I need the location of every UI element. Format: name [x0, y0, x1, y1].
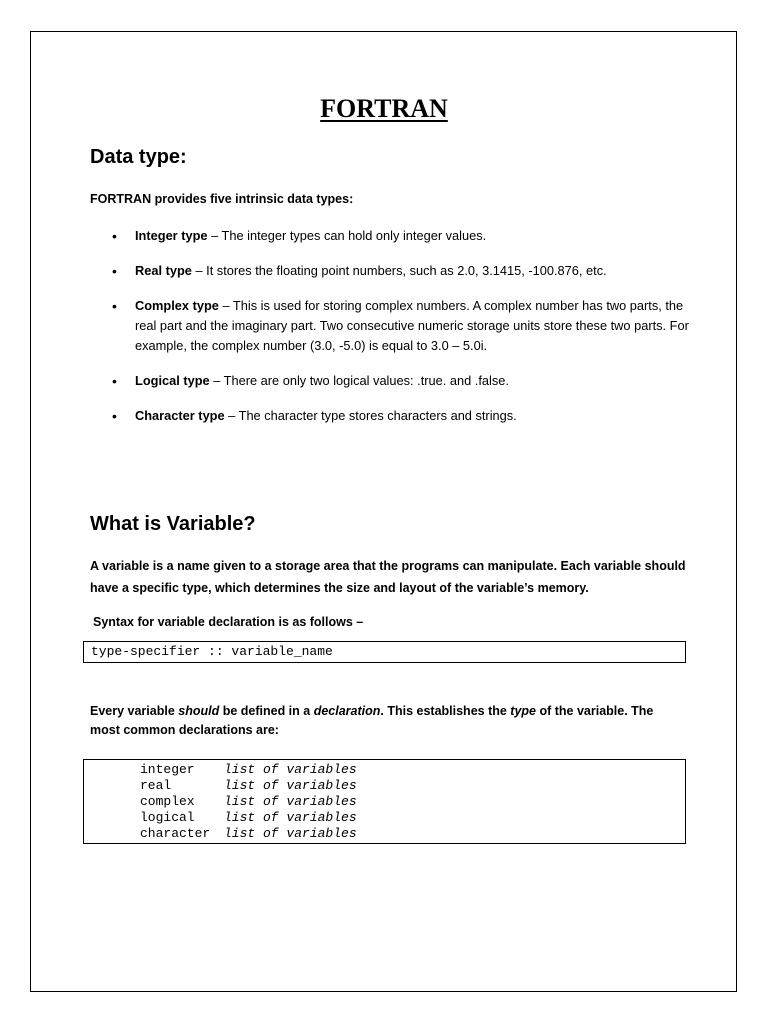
list-item [90, 261, 690, 281]
declaration-row [140, 762, 685, 778]
type-separator: – [224, 408, 239, 423]
variable-heading: What is Variable? [90, 513, 256, 535]
declaration-type: character [140, 826, 211, 841]
type-separator: – [191, 263, 207, 278]
data-type-heading: Data type: [90, 146, 187, 168]
declaration-list: list of variables [224, 810, 357, 825]
declaration-row [140, 794, 685, 810]
type-separator: – [207, 228, 222, 243]
declaration-list: list of variables [224, 826, 357, 841]
syntax-code: type-specifier :: variable_name [91, 644, 333, 659]
emphasis-declaration: declaration [313, 704, 381, 718]
emphasis-type: type [510, 704, 536, 718]
declaration-list: list of variables [224, 794, 357, 809]
emphasis-should: should [178, 704, 220, 718]
type-separator: – [209, 373, 224, 388]
type-description: The character type stores characters and strings. [238, 408, 517, 423]
list-item [90, 226, 690, 246]
type-description: There are only two logical values: .true. and .false. [223, 373, 509, 388]
declaration-row [140, 778, 685, 794]
declaration-type: complex [140, 794, 195, 809]
list-item [90, 371, 690, 391]
data-type-list [90, 226, 690, 426]
declaration-type: integer [140, 762, 195, 777]
declaration-list: list of variables [224, 778, 357, 793]
text-run: of the variable. The most common declarations are: [90, 704, 654, 737]
type-description: This is used for storing complex numbers. A complex number has two parts, the real part and the imaginary part. Two consecutive numeric storage units store these two parts. For example, the complex number (3.0, -5.0) is equal to 3.0 – 5.0i. [135, 298, 689, 353]
list-item [90, 296, 690, 356]
syntax-code-box [83, 641, 686, 663]
text-run: . This establishes the [380, 704, 511, 718]
type-name: Character type [135, 408, 225, 423]
declaration-paragraph [90, 702, 680, 740]
document-title: FORTRAN [320, 94, 448, 123]
declaration-row [140, 810, 685, 826]
type-name: Integer type [135, 228, 208, 243]
data-types-intro: FORTRAN provides five intrinsic data types: [90, 192, 354, 206]
list-item [90, 406, 690, 426]
declarations-code-box [83, 759, 686, 844]
text-run: be defined in a [219, 704, 314, 718]
type-separator: – [218, 298, 233, 313]
type-description: It stores the floating point numbers, such as 2.0, 3.1415, -100.876, etc. [206, 263, 607, 278]
declaration-type: real [140, 778, 172, 793]
type-name: Real type [135, 263, 192, 278]
syntax-intro: Syntax for variable declaration is as follows – [93, 615, 364, 629]
page-frame [30, 31, 737, 992]
type-name: Complex type [135, 298, 219, 313]
text-run: Every variable [90, 704, 179, 718]
declaration-type: logical [140, 810, 195, 825]
declaration-row [140, 826, 685, 842]
type-description: The integer types can hold only integer values. [221, 228, 487, 243]
declaration-list: list of variables [224, 762, 357, 777]
type-name: Logical type [135, 373, 210, 388]
variable-definition: A variable is a name given to a storage area that the programs can manipulate. Each variable should have a specific type, which determines the size and layout of the variable’s memory. [90, 559, 686, 595]
